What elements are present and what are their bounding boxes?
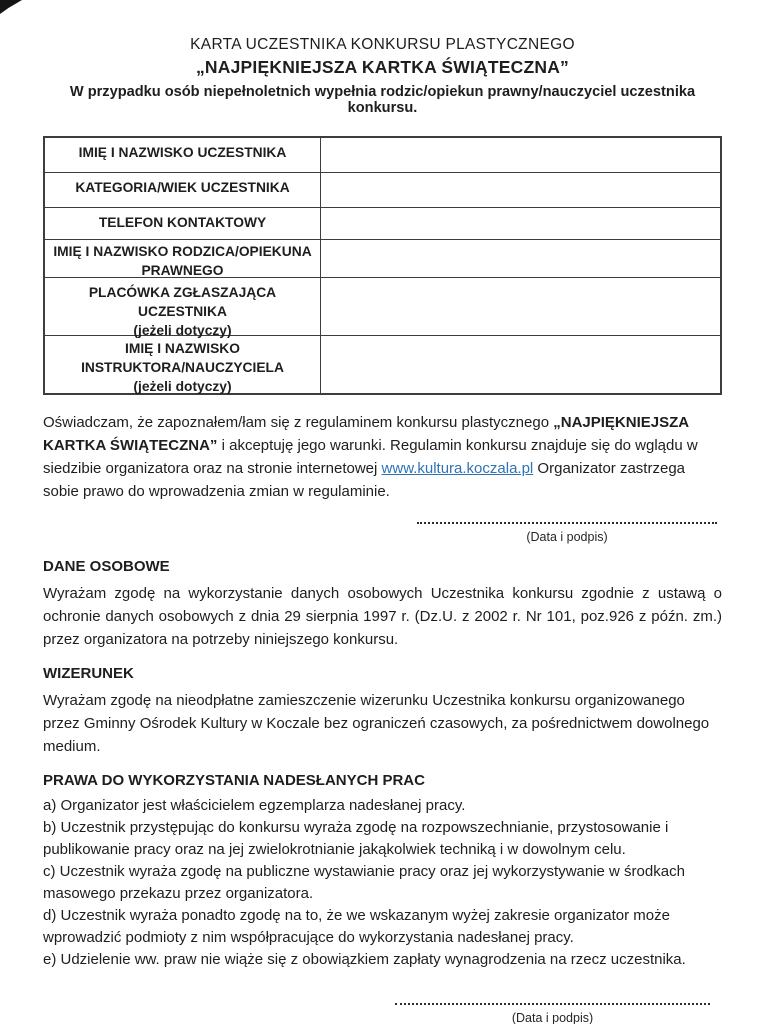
prawa-item-d: d) Uczestnik wyraża ponadto zgodę na to, że we wskazanym wyżej zakresie organizator może wprowadzić podmioty z nim współpracujące do wykorzystania nadesłanej pracy. xyxy=(43,907,670,946)
contest-name-title: „NAJPIĘKNIEJSZA KARTKA ŚWIĄTECZNA” xyxy=(195,57,570,77)
row-label-instructor-teacher xyxy=(45,336,321,393)
table-row xyxy=(45,239,720,277)
prawa-item-e: e) Udzielenie ww. praw nie wiąże się z obowiązkiem zapłaty wynagrodzenia na rzecz uczestnika. xyxy=(43,951,686,968)
form-title: KARTA UCZESTNIKA KONKURSU PLASTYCZNEGO xyxy=(190,36,575,53)
section-heading-prawa: PRAWA DO WYKORZYSTANIA NADESŁANYCH PRAC xyxy=(43,772,425,789)
row-label-text: KATEGORIA/WIEK UCZESTNIKA xyxy=(75,180,290,195)
dane-osobowe-body: Wyrażam zgodę na wykorzystanie danych osobowych Uczestnika konkursu zgodnie z ustawą o ochronie danych osobowych z dnia 29 sierpnia 1997 r. (Dz.U. z 2002 r. Nr 101, poz.926 z późn. zm.) przez organizatora na potrzeby niniejszego konkursu. xyxy=(43,585,722,648)
value-cell-imie-nazwisko-uczestnika[interactable] xyxy=(321,138,720,172)
table-row xyxy=(45,207,720,239)
table-row xyxy=(45,138,720,172)
form-header xyxy=(43,36,722,116)
contest-name-inline: „NAJPIĘKNIEJSZA KARTKA ŚWIĄTECZNA” xyxy=(43,414,689,454)
row-label-text: IMIĘ I NAZWISKO RODZICA/OPIEKUNA PRAWNEGO xyxy=(53,244,312,278)
scan-corner-artifact xyxy=(0,0,22,14)
row-label-submitting-institution xyxy=(45,278,321,338)
section-heading-dane-osobowe: DANE OSOBOWE xyxy=(43,558,170,575)
table-row xyxy=(45,172,720,207)
row-label-category-age xyxy=(45,173,321,207)
signature-dotted-line xyxy=(395,1001,710,1005)
prawa-item-c: c) Uczestnik wyraża zgodę na publiczne wystawianie pracy oraz jej wykorzystywanie w środkach masowego przekazu przez organizatora. xyxy=(43,863,685,902)
statement-text: Oświadczam, że zapoznałem/łam się z regulaminem konkursu plastycznego xyxy=(43,414,554,431)
prawa-items-list xyxy=(43,795,722,971)
value-cell-rodzic-opiekun[interactable] xyxy=(321,240,720,277)
statement-text: Organizator zastrzega sobie prawo do wprowadzenia zmian w regulaminie. xyxy=(43,460,686,500)
row-label-note: (jeżeli dotyczy) xyxy=(133,379,232,394)
statement-text: i akceptuję jego warunki. Regulamin konkursu znajduje się do wglądu w siedzibie organizatora oraz na stronie internetowej xyxy=(43,437,698,477)
value-cell-kategoria-wiek[interactable] xyxy=(321,173,720,207)
value-cell-placowka[interactable] xyxy=(321,278,720,335)
row-label-participant-name xyxy=(45,138,321,172)
prawa-item-b: b) Uczestnik przystępując do konkursu wyraża zgodę na rozpowszechnianie, przystosowanie i publikowanie pracy oraz na jej zwielokrotnianie jakąkolwiek techniką i w dowolnym celu. xyxy=(43,819,669,858)
value-cell-telefon[interactable] xyxy=(321,208,720,239)
value-cell-instruktor[interactable] xyxy=(321,336,720,393)
table-row xyxy=(45,277,720,338)
prawa-item-a: a) Organizator jest właścicielem egzemplarza nadesłanej pracy. xyxy=(43,797,466,814)
kultura-koczala-link[interactable]: www.kultura.koczala.pl xyxy=(381,460,534,477)
section-heading-wizerunek: WIZERUNEK xyxy=(43,665,134,682)
participant-form-table xyxy=(43,136,722,395)
wizerunek-body: Wyrażam zgodę na nieodpłatne zamieszczenie wizerunku Uczestnika konkursu organizowanego przez Gminny Ośrodek Kultury w Koczale bez ograniczeń czasowych, za pośrednictwem dowolnego medium. xyxy=(43,692,710,755)
signature-block-bottom xyxy=(395,1001,710,1024)
signature-caption: (Data i podpis) xyxy=(511,1011,594,1024)
row-label-phone xyxy=(45,208,321,239)
row-label-parent-guardian xyxy=(45,240,321,277)
table-row xyxy=(45,335,720,393)
regulation-statement-paragraph xyxy=(43,411,722,503)
form-subtitle: W przypadku osób niepełnoletnich wypełnia rodzic/opiekun prawny/nauczyciel uczestnika konkursu. xyxy=(69,84,696,116)
row-label-text: PLACÓWKA ZGŁASZAJĄCA UCZESTNIKA xyxy=(88,285,277,319)
row-label-text: TELEFON KONTAKTOWY xyxy=(98,215,267,230)
row-label-note: (jeżeli dotyczy) xyxy=(133,323,232,338)
signature-block-top xyxy=(417,520,717,544)
row-label-text: IMIĘ I NAZWISKO INSTRUKTORA/NAUCZYCIELA xyxy=(81,341,284,375)
signature-dotted-line xyxy=(417,520,717,524)
row-label-text: IMIĘ I NAZWISKO UCZESTNIKA xyxy=(78,145,287,160)
signature-caption: (Data i podpis) xyxy=(526,530,608,544)
